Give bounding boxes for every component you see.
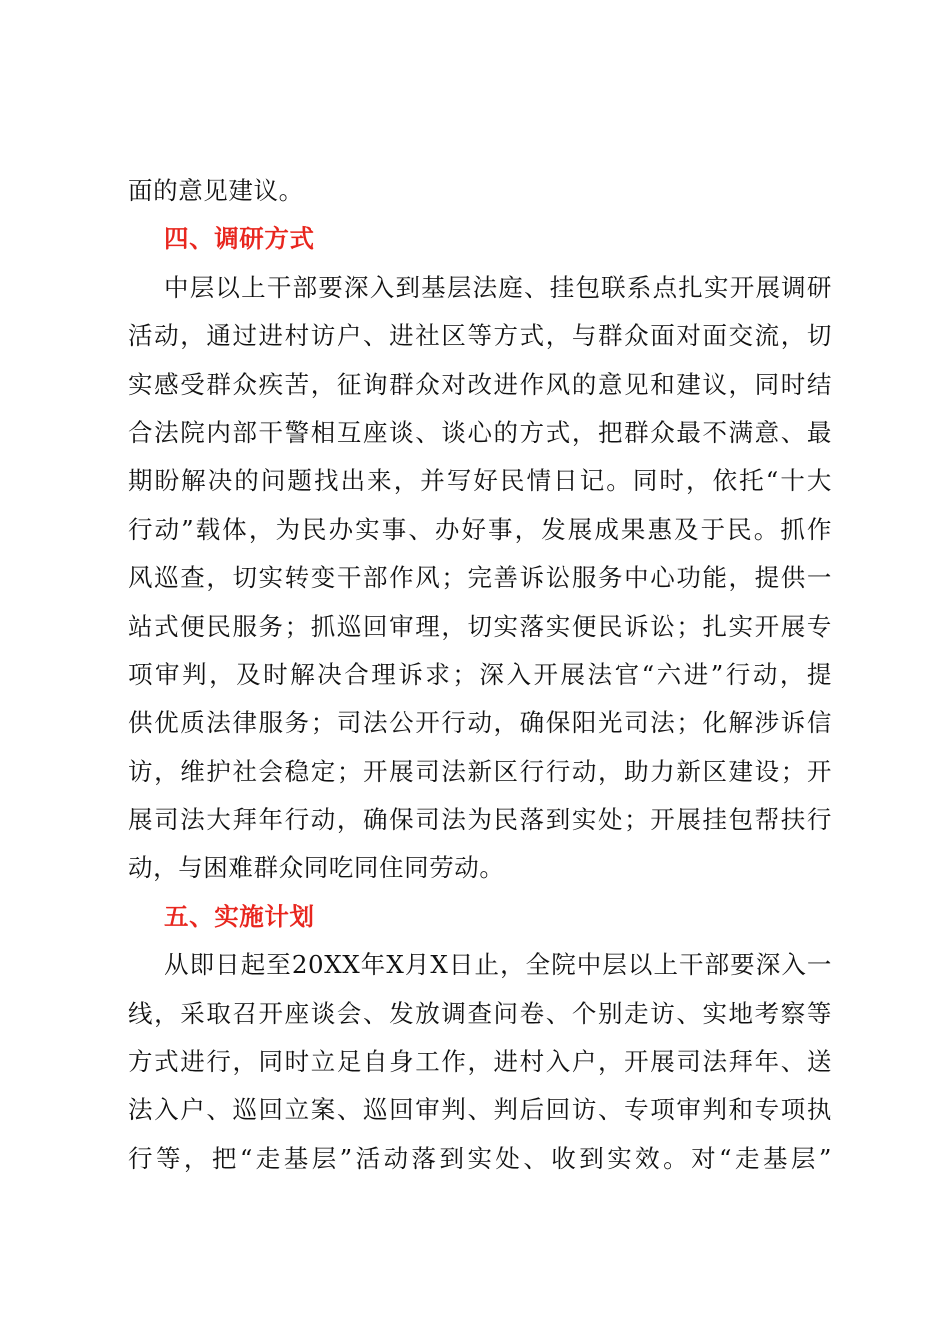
paragraph-line: 项审判，及时解决合理诉求；深入开展法官“六进”行动，提 xyxy=(128,659,832,689)
paragraph-line: 动，与困难群众同吃同住同劳动。 xyxy=(128,853,505,883)
paragraph-line: 供优质法律服务；司法公开行动，确保阳光司法；化解涉诉信 xyxy=(128,708,832,738)
paragraph-line: 行动”载体，为民办实事、办好事，发展成果惠及于民。抓作 xyxy=(128,514,832,544)
paragraph-line: 面的意见建议。 xyxy=(128,176,304,205)
paragraph-line: 合法院内部干警相互座谈、谈心的方式，把群众最不满意、最 xyxy=(128,417,832,447)
document-body xyxy=(128,167,832,1183)
paragraph-line: 站式便民服务；抓巡回审理，切实落实便民诉讼；扎实开展专 xyxy=(128,611,832,641)
paragraph-line: 从即日起至20XX年X月X日止，全院中层以上干部要深入一 xyxy=(164,950,832,980)
paragraph-line: 行等，把“走基层”活动落到实处、收到实效。对“走基层” xyxy=(128,1143,832,1173)
paragraph-line: 法入户、巡回立案、巡回审判、判后回访、专项审判和专项执 xyxy=(128,1095,832,1125)
paragraph-line: 活动，通过进村访户、进社区等方式，与群众面对面交流，切 xyxy=(128,321,832,351)
section-heading-5: 五、实施计划 xyxy=(164,901,315,931)
paragraph-line: 风巡查，切实转变干部作风；完善诉讼服务中心功能，提供一 xyxy=(128,563,832,593)
section-heading-4: 四、调研方式 xyxy=(164,224,315,254)
paragraph-line: 中层以上干部要深入到基层法庭、挂包联系点扎实开展调研 xyxy=(164,272,832,302)
paragraph-line: 线，采取召开座谈会、发放调查问卷、个别走访、实地考察等 xyxy=(128,998,832,1028)
paragraph-line: 展司法大拜年行动，确保司法为民落到实处；开展挂包帮扶行 xyxy=(128,805,832,835)
paragraph-line: 访，维护社会稳定；开展司法新区行行动，助力新区建设；开 xyxy=(128,756,832,786)
paragraph-line: 方式进行，同时立足自身工作，进村入户，开展司法拜年、送 xyxy=(128,1047,832,1077)
paragraph-line: 实感受群众疾苦，征询群众对改进作风的意见和建议，同时结 xyxy=(128,369,832,399)
paragraph-line: 期盼解决的问题找出来，并写好民情日记。同时，依托“十大 xyxy=(128,466,832,496)
